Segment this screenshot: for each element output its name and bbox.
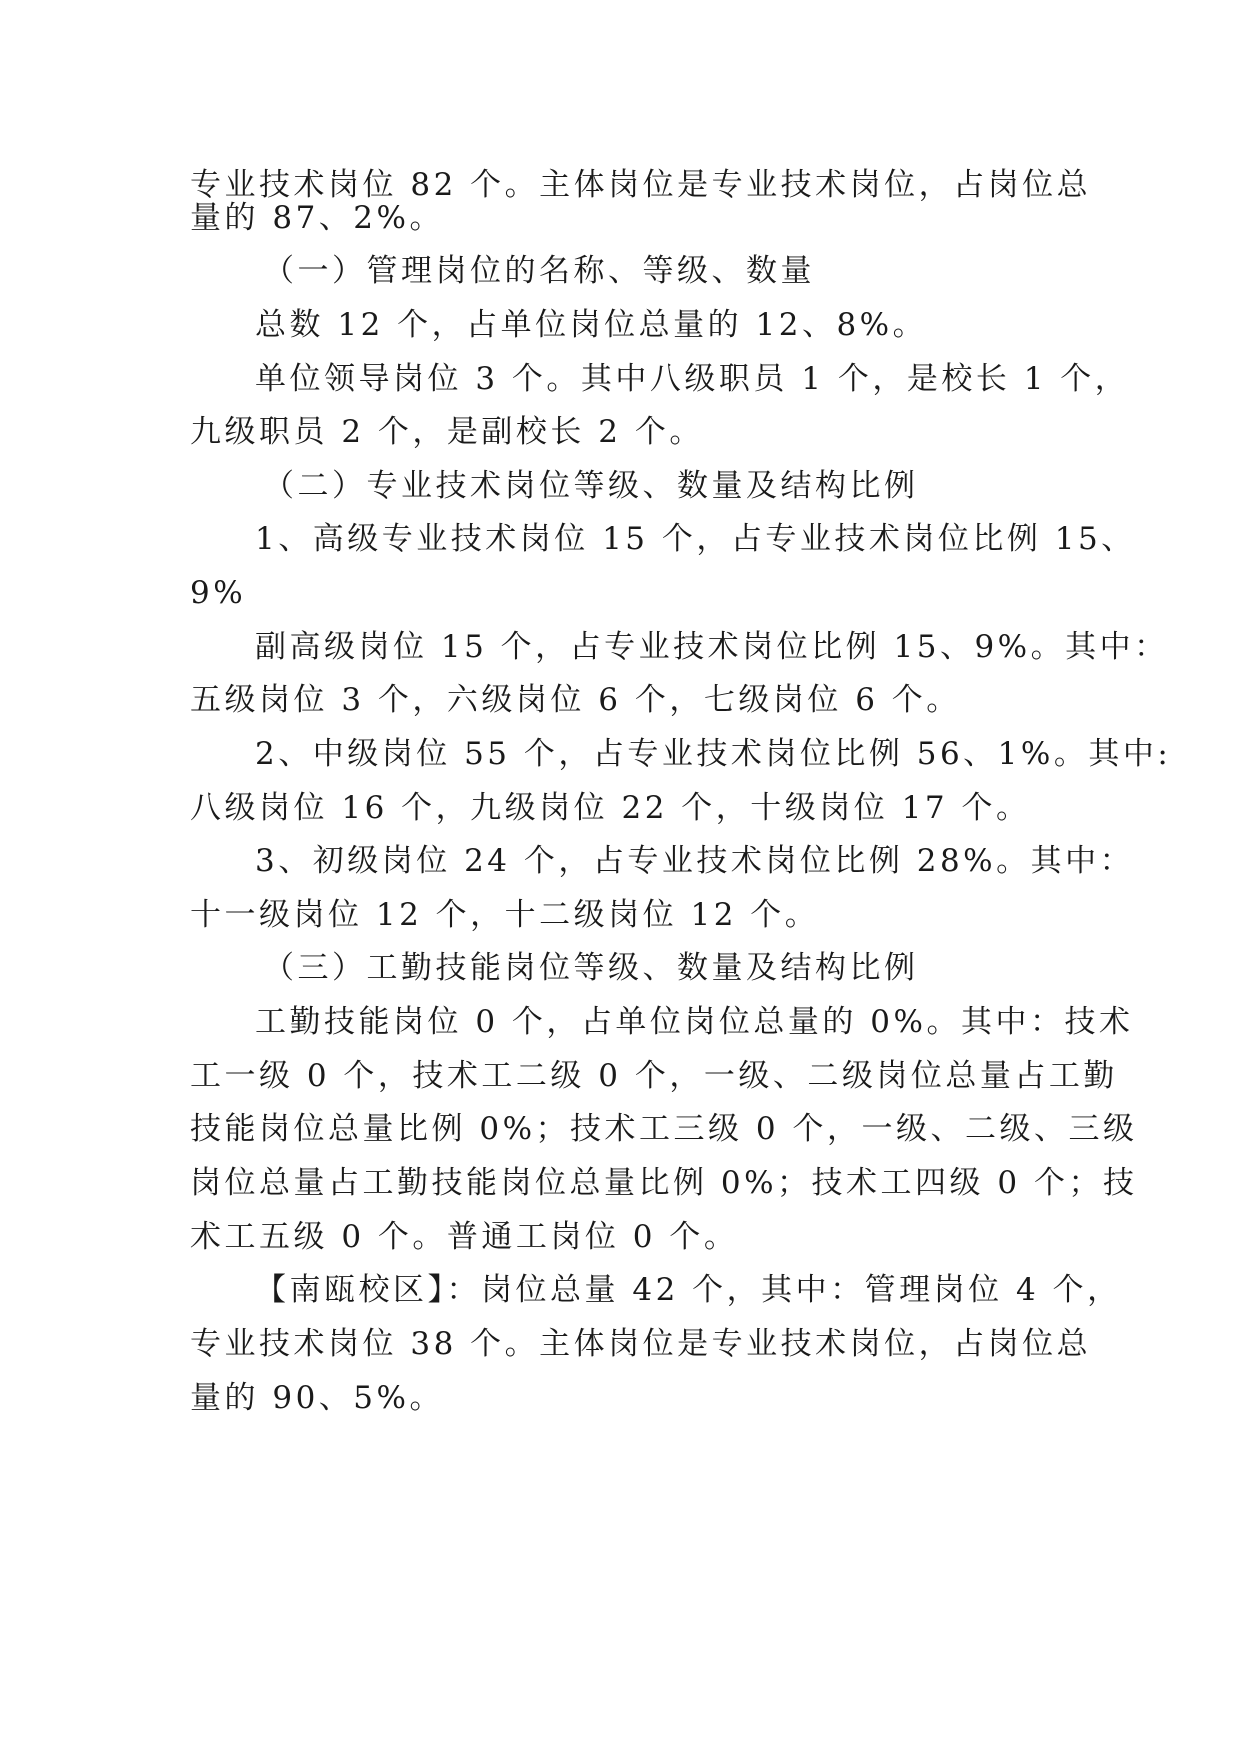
text-line: 2、中级岗位 55 个，占专业技术岗位比例 56、1%。其中: [255,736,1172,772]
text-line: 量的 90、5%。 [190,1380,444,1416]
text-line: 单位领导岗位 3 个。其中八级职员 1 个，是校长 1 个， [255,361,1130,397]
section-heading: （一）管理岗位的名称、等级、数量 [263,253,815,289]
text-line: 总数 12 个，占单位岗位总量的 12、8%。 [255,307,928,343]
text-line: 术工五级 0 个。普通工岗位 0 个。 [190,1219,739,1255]
text-line: 量的 87、2%。 [190,200,444,236]
text-line: 专业技术岗位 38 个。主体岗位是专业技术岗位，占岗位总 [190,1326,1092,1362]
text-line: 工勤技能岗位 0 个，占单位岗位总量的 0%。其中：技术 [255,1004,1134,1040]
section-heading: （三）工勤技能岗位等级、数量及结构比例 [263,950,919,986]
text-line: 1、高级专业技术岗位 15 个，占专业技术岗位比例 15、 [255,521,1136,557]
text-line: 技能岗位总量比例 0%；技术工三级 0 个，一级、二级、三级 [190,1111,1138,1147]
text-line: 【南瓯校区】：岗位总量 42 个，其中：管理岗位 4 个， [255,1272,1122,1308]
text-line: 五级岗位 3 个，六级岗位 6 个，七级岗位 6 个。 [190,682,961,718]
text-line: 3、初级岗位 24 个，占专业技术岗位比例 28%。其中： [255,843,1135,879]
text-line: 岗位总量占工勤技能岗位总量比例 0%；技术工四级 0 个；技 [190,1165,1138,1201]
text-line: 专业技术岗位 82 个。主体岗位是专业技术岗位，占岗位总 [190,167,1092,203]
section-heading: （二）专业技术岗位等级、数量及结构比例 [263,468,919,504]
text-line: 工一级 0 个，技术工二级 0 个，一级、二级岗位总量占工勤 [190,1058,1118,1094]
text-line: 副高级岗位 15 个，占专业技术岗位比例 15、9%。其中： [255,629,1169,665]
text-line: 九级职员 2 个，是副校长 2 个。 [190,414,704,450]
text-line: 八级岗位 16 个，九级岗位 22 个，十级岗位 17 个。 [190,790,1031,826]
text-line: 十一级岗位 12 个，十二级岗位 12 个。 [190,897,820,933]
text-line: 9% [190,575,247,611]
